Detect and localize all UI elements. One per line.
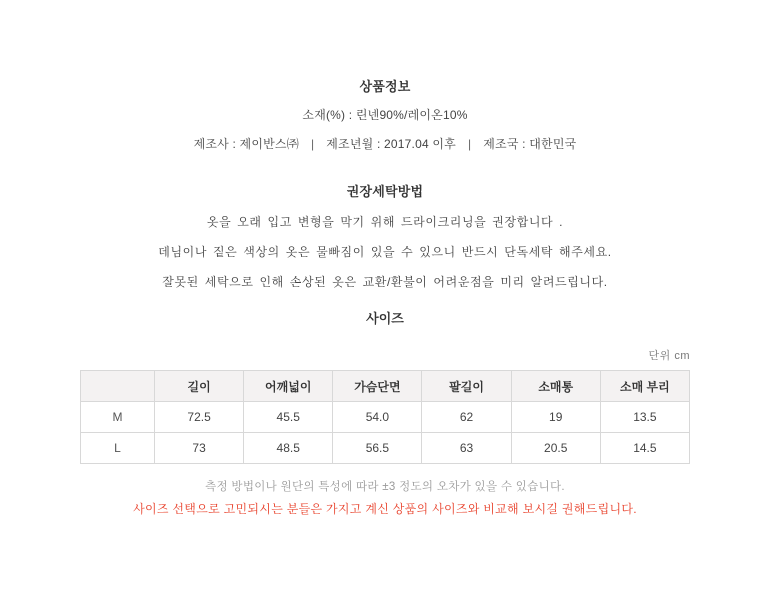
wash-care-title: 권장세탁방법: [346, 184, 424, 199]
separator-1: |: [310, 137, 315, 151]
wash-care-line-3: 잘못된 세탁으로 인해 손상된 옷은 교환/환불이 어려운점을 미리 알려드립니다.: [162, 275, 608, 289]
size-row-label-l: L: [81, 433, 155, 464]
size-l-shoulder: 48.5: [244, 433, 333, 464]
manufacture-line: [0, 135, 770, 152]
wash-care-line-1: 옷을 오래 입고 변형을 막기 위해 드라이크리닝을 권장합니다 .: [206, 215, 564, 229]
maker-label: 제조사 : 제이반스㈜: [193, 137, 299, 151]
size-table-col-0: [81, 371, 155, 402]
size-section: [0, 308, 770, 517]
size-table-col-3: 가슴단면: [333, 371, 422, 402]
size-table-header-row: [81, 371, 690, 402]
country-label: 제조국 : 대한민국: [483, 137, 577, 151]
wash-care-line-2: 데님이나 짙은 색상의 옷은 물빠짐이 있을 수 있으니 반드시 단독세탁 해주세요.: [158, 245, 612, 259]
product-info-section: [0, 76, 770, 152]
size-m-chest: 54.0: [333, 402, 422, 433]
material-line: 소재(%) : 린넨90%/레이온10%: [302, 108, 468, 122]
size-m-shoulder: 45.5: [244, 402, 333, 433]
size-m-sleeve-width: 19: [511, 402, 600, 433]
size-l-length: 73: [155, 433, 244, 464]
measurement-note: 측정 방법이나 원단의 특성에 따라 ±3 정도의 오차가 있을 수 있습니다.: [205, 481, 565, 493]
size-table-col-1: 길이: [155, 371, 244, 402]
size-row-label-m: M: [81, 402, 155, 433]
size-table-col-4: 팔길이: [422, 371, 511, 402]
size-table-col-6: 소매 부리: [600, 371, 689, 402]
table-row: [81, 402, 690, 433]
product-info-title: 상품정보: [359, 79, 411, 94]
size-unit-label: 단위 cm: [648, 350, 690, 362]
wash-care-section: [0, 181, 770, 290]
size-title: 사이즈: [366, 311, 404, 326]
size-l-sleeve-length: 63: [422, 433, 511, 464]
size-l-sleeve-width: 20.5: [511, 433, 600, 464]
size-m-cuff: 13.5: [600, 402, 689, 433]
size-table-col-5: 소매통: [511, 371, 600, 402]
size-m-length: 72.5: [155, 402, 244, 433]
table-row: [81, 433, 690, 464]
size-m-sleeve-length: 62: [422, 402, 511, 433]
size-l-chest: 56.5: [333, 433, 422, 464]
year-label: 제조년월 : 2017.04 이후: [326, 137, 456, 151]
size-table-col-2: 어깨넓이: [244, 371, 333, 402]
size-l-cuff: 14.5: [600, 433, 689, 464]
size-advice-note: 사이즈 선택으로 고민되시는 분들은 가지고 계신 상품의 사이즈와 비교해 보시길 권해드립니다.: [133, 502, 637, 516]
size-table: [80, 370, 690, 464]
separator-2: |: [467, 137, 472, 151]
